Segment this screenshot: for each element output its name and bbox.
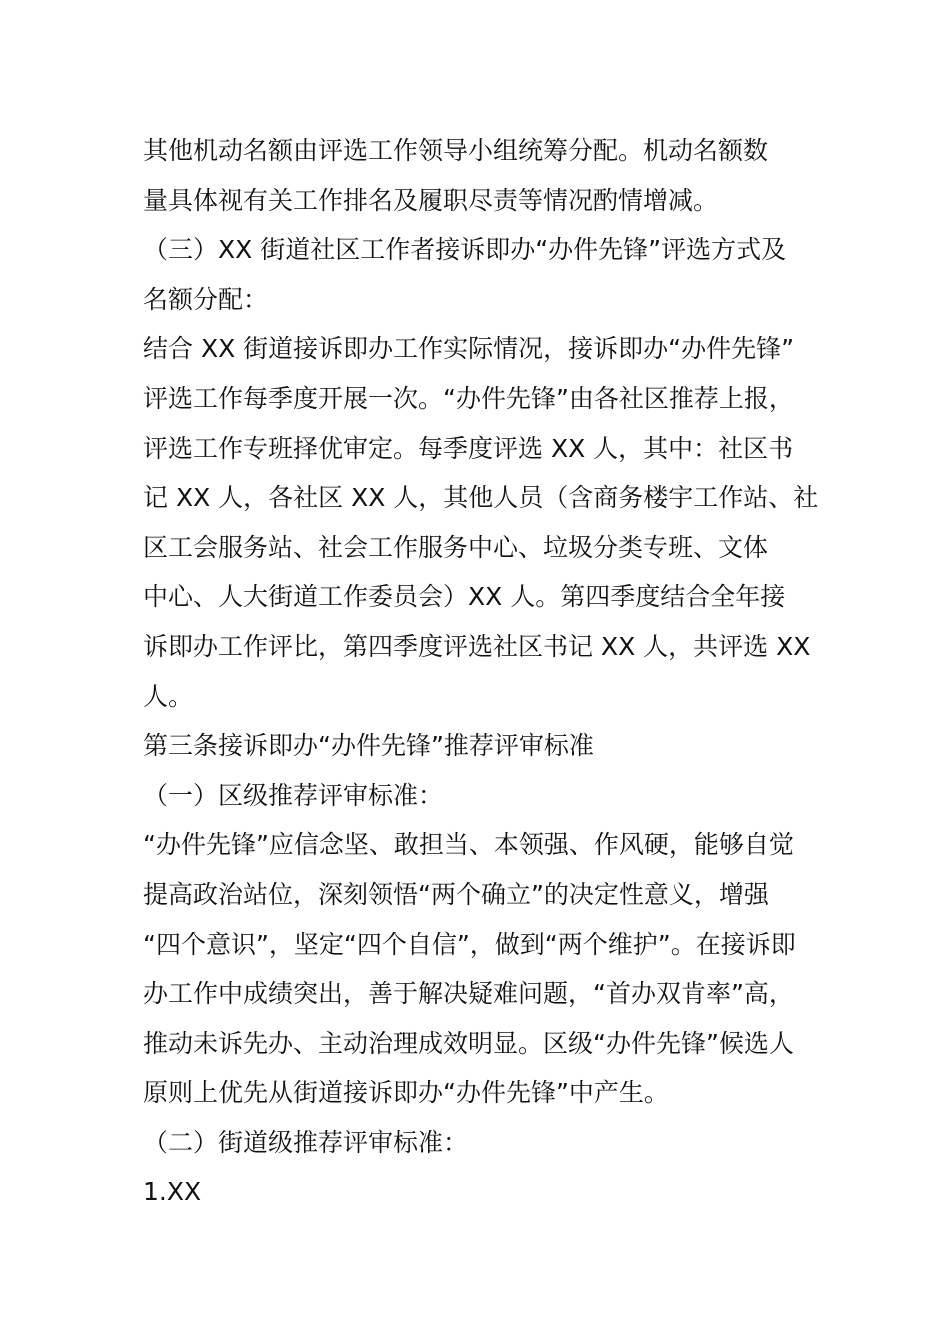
text-line-18: 办工作中成绩突出，善于解决疑难问题，“首办双肯率”高， (143, 979, 794, 1009)
section-heading-3-cont: 名额分配： (143, 284, 269, 314)
text-line-20: 原则上优先从街道接诉即办“办件先锋”中产生。 (143, 1078, 669, 1108)
text-line-8: 记 XX 人，各社区 XX 人，其他人员（含商务楼宇工作站、社 (143, 483, 819, 513)
subsection-heading-1: （一）区级推荐评审标准： (143, 780, 444, 810)
text-line-9: 区工会服务站、社会工作服务中心、垃圾分类专班、文体 (143, 532, 769, 562)
text-line-17: “四个意识”，坚定“四个自信”，做到“两个维护”。在接诉即 (143, 929, 796, 959)
article-heading: 第三条接诉即办“办件先锋”推荐评审标准 (143, 731, 594, 761)
text-line-2: 量具体视有关工作排名及履职尽责等情况酌情增减。 (143, 185, 719, 215)
text-line-10: 中心、人大街道工作委员会）XX 人。第四季度结合全年接 (143, 582, 786, 612)
text-line-15: “办件先锋”应信念坚、敢担当、本领强、作风硬，能够自觉 (143, 830, 794, 860)
text-line-16: 提高政治站位，深刻领悟“两个确立”的决定性意义，增强 (143, 879, 769, 909)
section-heading-3: （三）XX 街道社区工作者接诉即办“办件先锋”评选方式及 (143, 235, 787, 265)
subsection-heading-2: （二）街道级推荐评审标准： (143, 1127, 469, 1157)
list-item-1: 1.XX (143, 1177, 202, 1207)
text-line-5: 结合 XX 街道接诉即办工作实际情况，接诉即办“办件先锋” (143, 334, 795, 364)
text-line-7: 评选工作专班择优审定。每季度评选 XX 人，其中：社区书 (143, 433, 794, 463)
text-line-19: 推动未诉先办、主动治理成效明显。区级“办件先锋”候选人 (143, 1028, 794, 1058)
text-line-12: 人。 (143, 681, 194, 711)
text-line-6: 评选工作每季度开展一次。“办件先锋”由各社区推荐上报， (143, 383, 794, 413)
text-line-1: 其他机动名额由评选工作领导小组统筹分配。机动名额数 (143, 136, 769, 165)
document-body (143, 126, 819, 1217)
text-line-11: 诉即办工作评比，第四季度评选社区书记 XX 人，共评选 XX (143, 631, 811, 661)
